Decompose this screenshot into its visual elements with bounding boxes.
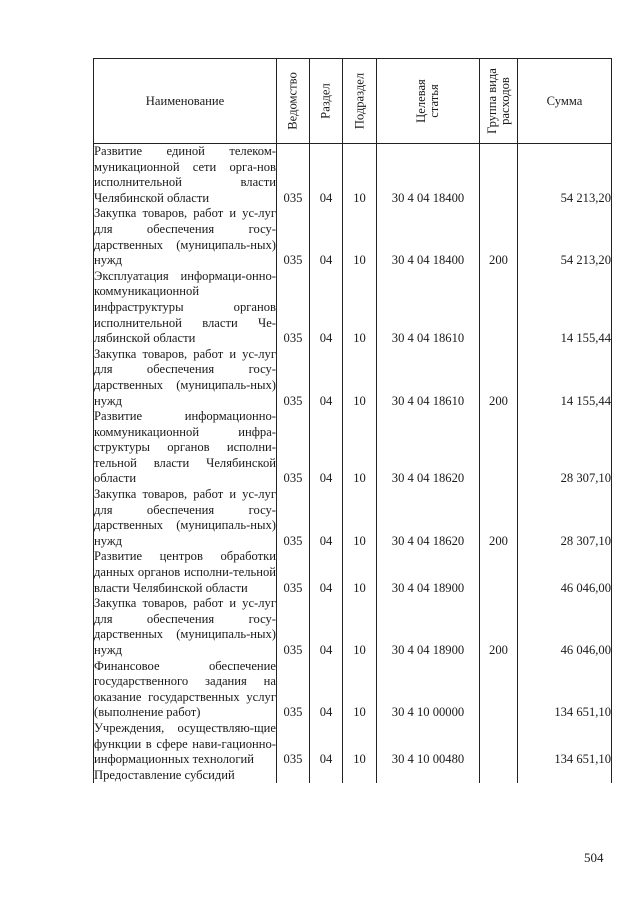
cell-summa: 14 155,44 — [518, 269, 612, 347]
cell-ved: 035 — [277, 487, 310, 549]
budget-table — [93, 58, 612, 783]
cell-razdel: 04 — [310, 721, 343, 768]
cell-summa: 28 307,10 — [518, 487, 612, 549]
cell-name: Развитие единой телеком-муникационной сети орга-нов исполнительной власти Челябинской области — [94, 144, 276, 205]
cell-name: Закупка товаров, работ и ус-луг для обеспечения госу-дарственных (муниципаль-ных) нужд — [94, 346, 276, 408]
page-number: 504 — [584, 850, 604, 865]
table-row — [94, 721, 612, 768]
cell-podrazdel: 10 — [343, 596, 377, 658]
cell-name: Эксплуатация информаци-онно-коммуникационной инфраструктуры органов исполнительной власти Че-лябинской области — [94, 268, 276, 346]
cell-razdel: 04 — [310, 347, 343, 409]
cell-ved: 035 — [277, 659, 310, 721]
cell-celevaya: 30 4 04 18900 — [377, 596, 480, 658]
cell-celevaya — [377, 768, 480, 784]
header-razdel: Раздел — [310, 59, 343, 144]
cell-razdel: 04 — [310, 269, 343, 347]
cell-podrazdel: 10 — [343, 206, 377, 268]
header-ved: Ведомство — [277, 59, 310, 144]
cell-gruppa — [480, 549, 518, 596]
cell-gruppa — [480, 409, 518, 487]
cell-razdel: 04 — [310, 596, 343, 658]
table-row — [94, 409, 612, 487]
cell-summa — [518, 768, 612, 784]
cell-name: Предоставление субсидий — [94, 768, 277, 784]
cell-ved: 035 — [277, 144, 310, 207]
cell-celevaya: 30 4 04 18900 — [377, 549, 480, 596]
cell-celevaya: 30 4 04 18610 — [377, 347, 480, 409]
cell-name: Развитие информационно-коммуникационной инфра-структуры органов исполни-тельной власти Челябинской области — [94, 409, 276, 486]
table-row — [94, 487, 612, 549]
cell-razdel: 04 — [310, 409, 343, 487]
cell-razdel: 04 — [310, 144, 343, 207]
cell-podrazdel: 10 — [343, 144, 377, 207]
cell-name: Закупка товаров, работ и ус-луг для обеспечения госу-дарственных (муниципаль-ных) нужд — [94, 596, 276, 657]
cell-gruppa: 200 — [480, 206, 518, 268]
cell-celevaya: 30 4 10 00480 — [377, 721, 480, 768]
cell-ved: 035 — [277, 347, 310, 409]
cell-summa: 46 046,00 — [518, 549, 612, 596]
cell-celevaya: 30 4 04 18620 — [377, 409, 480, 487]
cell-ved: 035 — [277, 409, 310, 487]
table-row — [94, 144, 612, 207]
cell-ved — [277, 768, 310, 784]
cell-gruppa — [480, 269, 518, 347]
cell-podrazdel: 10 — [343, 487, 377, 549]
header-podrazdel: Подраздел — [343, 59, 377, 144]
cell-razdel: 04 — [310, 487, 343, 549]
cell-razdel: 04 — [310, 549, 343, 596]
cell-gruppa: 200 — [480, 487, 518, 549]
cell-celevaya: 30 4 04 18620 — [377, 487, 480, 549]
cell-ved: 035 — [277, 206, 310, 268]
table-body — [94, 144, 612, 784]
cell-name: Закупка товаров, работ и ус-луг для обеспечения госу-дарственных (муниципаль-ных) нужд — [94, 487, 276, 548]
cell-ved: 035 — [277, 549, 310, 596]
cell-name: Развитие центров обработки данных органов исполни-тельной власти Челябинской области — [94, 549, 276, 595]
cell-name: Финансовое обеспечение государственного задания на оказание государственных услуг (выполнение работ) — [94, 658, 276, 720]
cell-gruppa — [480, 144, 518, 207]
cell-razdel: 04 — [310, 206, 343, 268]
cell-podrazdel — [343, 768, 377, 784]
table-row — [94, 659, 612, 721]
cell-gruppa — [480, 659, 518, 721]
cell-celevaya: 30 4 10 00000 — [377, 659, 480, 721]
cell-name: Учреждения, осуществляю-щие функции в сфере нави-гационно-информационных технологий — [94, 720, 276, 767]
header-gruppa: Группа вида расходов — [480, 59, 518, 144]
cell-podrazdel: 10 — [343, 721, 377, 768]
table-row — [94, 596, 612, 658]
cell-celevaya: 30 4 04 18400 — [377, 144, 480, 207]
cell-razdel — [310, 768, 343, 784]
cell-ved: 035 — [277, 721, 310, 768]
table-header-row — [94, 59, 612, 144]
cell-razdel: 04 — [310, 659, 343, 721]
header-celevaya: Целевая статья — [377, 59, 480, 144]
cell-name: Закупка товаров, работ и ус-луг для обеспечения госу-дарственных (муниципаль-ных) нужд — [94, 206, 276, 268]
cell-ved: 035 — [277, 269, 310, 347]
header-summa: Сумма — [518, 59, 612, 144]
table-row — [94, 206, 612, 268]
cell-summa: 54 213,20 — [518, 144, 612, 207]
table-row — [94, 269, 612, 347]
cell-gruppa — [480, 721, 518, 768]
cell-summa: 134 651,10 — [518, 721, 612, 768]
table-row — [94, 347, 612, 409]
cell-celevaya: 30 4 04 18610 — [377, 269, 480, 347]
cell-podrazdel: 10 — [343, 659, 377, 721]
cell-gruppa: 200 — [480, 347, 518, 409]
cell-summa: 54 213,20 — [518, 206, 612, 268]
cell-ved: 035 — [277, 596, 310, 658]
cell-summa: 134 651,10 — [518, 659, 612, 721]
cell-summa: 14 155,44 — [518, 347, 612, 409]
table-row — [94, 768, 612, 784]
cell-celevaya: 30 4 04 18400 — [377, 206, 480, 268]
cell-podrazdel: 10 — [343, 347, 377, 409]
cell-gruppa — [480, 768, 518, 784]
header-name: Наименование — [94, 59, 277, 144]
table-row — [94, 549, 612, 596]
cell-summa: 28 307,10 — [518, 409, 612, 487]
cell-gruppa: 200 — [480, 596, 518, 658]
cell-podrazdel: 10 — [343, 269, 377, 347]
cell-podrazdel: 10 — [343, 549, 377, 596]
cell-summa: 46 046,00 — [518, 596, 612, 658]
cell-podrazdel: 10 — [343, 409, 377, 487]
